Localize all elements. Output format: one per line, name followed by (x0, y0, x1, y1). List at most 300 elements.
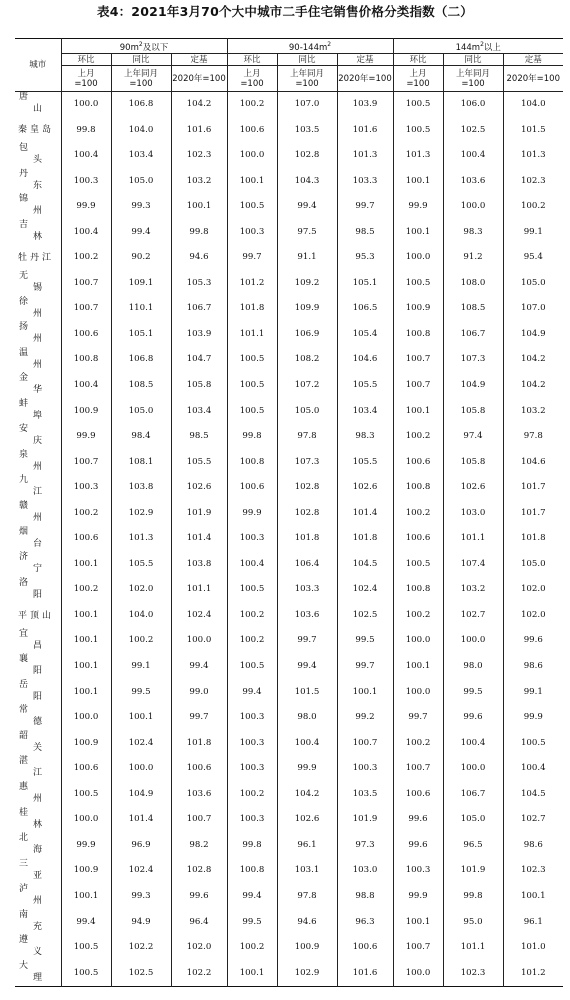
index-value: 99.9 (393, 194, 443, 220)
index-value: 99.8 (227, 424, 277, 450)
index-value: 95.4 (503, 245, 563, 271)
index-value: 100.5 (227, 654, 277, 680)
index-value: 100.1 (393, 169, 443, 195)
index-value: 105.0 (503, 271, 563, 297)
index-value: 100.5 (227, 373, 277, 399)
index-value: 98.2 (171, 833, 227, 859)
sub-header-base: 2020年=100 (337, 66, 393, 92)
index-value: 100.7 (393, 373, 443, 399)
index-value: 99.7 (171, 705, 227, 731)
index-value: 106.4 (277, 552, 337, 578)
index-value: 99.6 (443, 705, 503, 731)
index-value: 103.4 (171, 399, 227, 425)
index-value: 100.8 (227, 858, 277, 884)
table-row (15, 322, 563, 348)
index-value: 100.6 (393, 450, 443, 476)
index-value: 101.1 (227, 322, 277, 348)
index-value: 100.0 (393, 680, 443, 706)
city-name: 湛 江 (15, 756, 61, 782)
city-column-header: 城市 (15, 39, 61, 92)
index-value: 100.3 (227, 220, 277, 246)
index-value: 101.3 (111, 526, 171, 552)
index-value: 100.1 (393, 910, 443, 936)
index-value: 102.4 (337, 577, 393, 603)
city-name: 襄 阳 (15, 654, 61, 680)
index-value: 100.9 (277, 935, 337, 961)
index-value: 100.2 (393, 424, 443, 450)
index-value: 100.0 (443, 194, 503, 220)
index-value: 100.1 (111, 705, 171, 731)
index-value: 102.6 (337, 475, 393, 501)
index-value: 104.9 (443, 373, 503, 399)
index-value: 104.2 (171, 92, 227, 118)
group-header (61, 39, 227, 54)
index-value: 106.8 (111, 92, 171, 118)
city-name: 吉 林 (15, 220, 61, 246)
index-value: 99.6 (393, 807, 443, 833)
index-value: 102.3 (171, 143, 227, 169)
index-value: 99.1 (503, 220, 563, 246)
city-name: 安 庆 (15, 424, 61, 450)
index-value: 101.2 (503, 961, 563, 987)
city-name: 常 德 (15, 705, 61, 731)
index-value: 101.9 (443, 858, 503, 884)
index-value: 100.2 (61, 501, 111, 527)
index-value: 91.1 (277, 245, 337, 271)
index-value: 104.6 (337, 347, 393, 373)
table-row (15, 450, 563, 476)
index-value: 100.6 (61, 526, 111, 552)
index-value: 103.3 (277, 577, 337, 603)
index-value: 100.2 (393, 603, 443, 629)
index-value: 100.1 (61, 884, 111, 910)
index-value: 100.3 (227, 526, 277, 552)
index-value: 100.7 (393, 935, 443, 961)
index-value: 103.9 (171, 322, 227, 348)
index-value: 101.8 (171, 731, 227, 757)
city-name: 九 江 (15, 475, 61, 501)
index-value: 100.7 (61, 271, 111, 297)
index-value: 103.5 (337, 782, 393, 808)
index-value: 107.2 (277, 373, 337, 399)
sub-header-base: 上年同月 =100 (277, 66, 337, 92)
sub-header-base: 上年同月 =100 (443, 66, 503, 92)
index-value: 100.5 (393, 552, 443, 578)
index-value: 100.6 (61, 322, 111, 348)
index-value: 98.5 (171, 424, 227, 450)
table-row (15, 526, 563, 552)
index-value: 97.5 (277, 220, 337, 246)
index-value: 102.0 (503, 603, 563, 629)
table-row (15, 833, 563, 859)
index-value: 103.6 (277, 603, 337, 629)
index-value: 100.0 (393, 961, 443, 987)
index-value: 100.2 (393, 501, 443, 527)
index-value: 100.4 (443, 731, 503, 757)
index-value: 100.6 (393, 526, 443, 552)
index-value: 99.5 (227, 910, 277, 936)
city-name: 宜 昌 (15, 628, 61, 654)
index-value: 106.9 (277, 322, 337, 348)
index-value: 100.8 (393, 322, 443, 348)
index-value: 105.5 (171, 450, 227, 476)
index-value: 108.2 (277, 347, 337, 373)
index-value: 104.3 (277, 169, 337, 195)
table-row (15, 475, 563, 501)
index-value: 104.9 (111, 782, 171, 808)
index-value: 99.4 (171, 654, 227, 680)
index-value: 100.0 (393, 245, 443, 271)
index-value: 104.5 (503, 782, 563, 808)
table-row (15, 961, 563, 987)
index-value: 100.3 (61, 169, 111, 195)
index-value: 94.6 (171, 245, 227, 271)
index-value: 100.6 (61, 756, 111, 782)
index-value: 100.5 (227, 577, 277, 603)
index-value: 101.1 (443, 935, 503, 961)
index-value: 100.6 (227, 118, 277, 144)
index-value: 105.0 (111, 169, 171, 195)
index-value: 95.0 (443, 910, 503, 936)
index-value: 100.5 (61, 935, 111, 961)
index-value: 101.8 (227, 296, 277, 322)
index-value: 105.5 (337, 450, 393, 476)
index-value: 103.3 (337, 169, 393, 195)
city-name: 泸 州 (15, 884, 61, 910)
index-value: 100.0 (393, 628, 443, 654)
index-value: 99.4 (277, 194, 337, 220)
index-value: 102.8 (277, 143, 337, 169)
index-value: 106.8 (111, 347, 171, 373)
table-title: 表4：2021年3月70个大中城市二手住宅销售价格分类指数（二） (97, 4, 473, 19)
index-value: 100.2 (111, 628, 171, 654)
sub-header-label: 同比 (277, 54, 337, 66)
index-value: 100.1 (337, 680, 393, 706)
index-value: 104.0 (111, 603, 171, 629)
table-row (15, 782, 563, 808)
index-value: 101.3 (393, 143, 443, 169)
index-value: 102.7 (443, 603, 503, 629)
price-index-table (15, 38, 563, 987)
index-value: 101.6 (337, 961, 393, 987)
index-value: 108.0 (443, 271, 503, 297)
index-value: 100.0 (171, 628, 227, 654)
index-value: 98.5 (337, 220, 393, 246)
index-value: 100.8 (393, 475, 443, 501)
table-row (15, 910, 563, 936)
index-value: 100.3 (337, 756, 393, 782)
index-value: 97.8 (277, 884, 337, 910)
index-value: 99.7 (277, 628, 337, 654)
group-header-sup: 2 (138, 40, 143, 48)
index-value: 100.1 (227, 169, 277, 195)
index-value: 99.4 (61, 910, 111, 936)
index-value: 100.0 (443, 756, 503, 782)
index-value: 99.4 (227, 680, 277, 706)
index-value: 105.5 (111, 552, 171, 578)
index-value: 102.8 (277, 501, 337, 527)
index-value: 102.6 (171, 475, 227, 501)
sub-header-base: 上月 =100 (61, 66, 111, 92)
index-value: 104.9 (503, 322, 563, 348)
index-value: 96.9 (111, 833, 171, 859)
table-row (15, 603, 563, 629)
index-value: 101.6 (171, 118, 227, 144)
index-value: 99.9 (393, 884, 443, 910)
index-value: 102.4 (171, 603, 227, 629)
index-value: 99.8 (227, 833, 277, 859)
index-value: 99.4 (227, 884, 277, 910)
city-name: 泉 州 (15, 450, 61, 476)
city-name: 徐 州 (15, 296, 61, 322)
index-value: 101.1 (443, 526, 503, 552)
index-value: 94.6 (277, 910, 337, 936)
city-name: 平顶山 (15, 603, 61, 629)
index-value: 98.0 (443, 654, 503, 680)
table-row (15, 731, 563, 757)
index-value: 100.0 (443, 628, 503, 654)
index-value: 102.0 (111, 577, 171, 603)
index-value: 102.4 (111, 858, 171, 884)
index-value: 101.9 (171, 501, 227, 527)
index-value: 97.4 (443, 424, 503, 450)
index-value: 99.6 (503, 628, 563, 654)
index-value: 96.4 (171, 910, 227, 936)
index-value: 99.9 (227, 501, 277, 527)
index-value: 100.3 (227, 807, 277, 833)
index-value: 103.0 (443, 501, 503, 527)
index-value: 94.9 (111, 910, 171, 936)
index-value: 104.7 (171, 347, 227, 373)
index-value: 99.7 (227, 245, 277, 271)
index-value: 103.8 (111, 475, 171, 501)
index-value: 101.8 (503, 526, 563, 552)
table-row (15, 92, 563, 118)
index-value: 99.8 (61, 118, 111, 144)
city-name: 韶 关 (15, 731, 61, 757)
table-row (15, 220, 563, 246)
index-value: 99.5 (337, 628, 393, 654)
index-value: 103.9 (337, 92, 393, 118)
table-row (15, 756, 563, 782)
index-value: 107.4 (443, 552, 503, 578)
table-row (15, 296, 563, 322)
index-value: 106.7 (443, 782, 503, 808)
index-value: 106.7 (171, 296, 227, 322)
index-value: 105.8 (171, 373, 227, 399)
index-value: 98.8 (337, 884, 393, 910)
index-value: 99.7 (337, 654, 393, 680)
index-value: 103.2 (443, 577, 503, 603)
index-value: 100.1 (171, 194, 227, 220)
index-value: 100.8 (227, 450, 277, 476)
index-value: 103.8 (171, 552, 227, 578)
index-value: 100.8 (61, 347, 111, 373)
index-value: 99.2 (337, 705, 393, 731)
index-value: 100.9 (61, 731, 111, 757)
index-value: 98.3 (443, 220, 503, 246)
group-header-base: 144m (455, 42, 481, 53)
index-value: 97.3 (337, 833, 393, 859)
index-value: 100.7 (61, 450, 111, 476)
index-value: 103.5 (277, 118, 337, 144)
index-value: 101.8 (277, 526, 337, 552)
index-value: 106.5 (337, 296, 393, 322)
group-header (393, 39, 563, 54)
index-value: 100.1 (61, 603, 111, 629)
index-value: 100.5 (393, 271, 443, 297)
index-value: 98.3 (337, 424, 393, 450)
group-header-rest: 及以下 (142, 42, 169, 53)
sub-header-label: 环比 (61, 54, 111, 66)
city-name: 唐 山 (15, 92, 61, 118)
index-value: 100.4 (227, 552, 277, 578)
table-row (15, 169, 563, 195)
index-value: 98.4 (111, 424, 171, 450)
table-row (15, 884, 563, 910)
index-value: 99.5 (443, 680, 503, 706)
city-name: 洛 阳 (15, 577, 61, 603)
index-value: 102.9 (277, 961, 337, 987)
index-value: 99.4 (111, 220, 171, 246)
index-value: 99.6 (171, 884, 227, 910)
index-value: 100.4 (61, 143, 111, 169)
index-value: 101.4 (337, 501, 393, 527)
index-value: 99.1 (111, 654, 171, 680)
city-name: 三 亚 (15, 858, 61, 884)
index-value: 96.3 (337, 910, 393, 936)
city-name: 南 充 (15, 910, 61, 936)
index-value: 101.2 (227, 271, 277, 297)
index-value: 100.0 (227, 143, 277, 169)
index-value: 100.0 (111, 756, 171, 782)
index-value: 110.1 (111, 296, 171, 322)
index-value: 100.7 (61, 296, 111, 322)
city-name: 惠 州 (15, 782, 61, 808)
table-row (15, 245, 563, 271)
index-value: 102.0 (171, 935, 227, 961)
index-value: 96.5 (443, 833, 503, 859)
index-value: 100.2 (61, 245, 111, 271)
index-value: 100.9 (61, 399, 111, 425)
index-value: 102.8 (171, 858, 227, 884)
index-value: 97.8 (277, 424, 337, 450)
index-value: 109.2 (277, 271, 337, 297)
table-row (15, 552, 563, 578)
index-value: 100.4 (61, 373, 111, 399)
index-value: 100.3 (227, 731, 277, 757)
index-value: 105.0 (443, 807, 503, 833)
index-value: 100.3 (61, 475, 111, 501)
index-value: 109.1 (111, 271, 171, 297)
index-value: 100.5 (393, 118, 443, 144)
table-row (15, 654, 563, 680)
index-value: 99.5 (111, 680, 171, 706)
index-value: 101.4 (171, 526, 227, 552)
index-value: 101.3 (503, 143, 563, 169)
index-value: 100.2 (61, 577, 111, 603)
index-value: 103.4 (111, 143, 171, 169)
index-value: 100.5 (393, 92, 443, 118)
index-value: 103.0 (337, 858, 393, 884)
index-value: 100.8 (393, 577, 443, 603)
index-value: 105.4 (337, 322, 393, 348)
city-name: 遵 义 (15, 935, 61, 961)
index-value: 106.7 (443, 322, 503, 348)
index-value: 102.4 (111, 731, 171, 757)
index-value: 100.2 (227, 92, 277, 118)
index-value: 100.6 (227, 475, 277, 501)
index-value: 100.2 (393, 731, 443, 757)
index-value: 101.0 (503, 935, 563, 961)
table-row (15, 143, 563, 169)
index-value: 98.6 (503, 654, 563, 680)
index-value: 101.8 (337, 526, 393, 552)
index-value: 100.1 (227, 961, 277, 987)
city-name: 赣 州 (15, 501, 61, 527)
city-name: 烟 台 (15, 526, 61, 552)
index-value: 99.0 (171, 680, 227, 706)
sub-header-base: 上年同月 =100 (111, 66, 171, 92)
index-value: 100.1 (503, 884, 563, 910)
index-value: 108.5 (111, 373, 171, 399)
city-name: 秦皇岛 (15, 118, 61, 144)
index-value: 100.4 (277, 731, 337, 757)
index-value: 100.1 (393, 654, 443, 680)
table-row (15, 194, 563, 220)
city-name: 金 华 (15, 373, 61, 399)
index-value: 100.5 (227, 399, 277, 425)
index-value: 99.9 (503, 705, 563, 731)
index-value: 100.0 (61, 705, 111, 731)
index-value: 104.2 (277, 782, 337, 808)
table-row (15, 858, 563, 884)
sub-header-base: 2020年=100 (503, 66, 563, 92)
index-value: 107.0 (277, 92, 337, 118)
index-value: 104.6 (503, 450, 563, 476)
index-value: 102.3 (503, 858, 563, 884)
table-row (15, 935, 563, 961)
index-value: 102.6 (443, 475, 503, 501)
index-value: 103.2 (171, 169, 227, 195)
index-value: 107.3 (443, 347, 503, 373)
index-value: 99.1 (503, 680, 563, 706)
index-value: 104.5 (337, 552, 393, 578)
index-value: 104.0 (111, 118, 171, 144)
index-value: 101.9 (337, 807, 393, 833)
index-value: 108.5 (443, 296, 503, 322)
index-value: 99.9 (61, 833, 111, 859)
index-value: 100.2 (227, 603, 277, 629)
index-value: 101.4 (111, 807, 171, 833)
index-value: 102.3 (443, 961, 503, 987)
index-value: 100.3 (393, 858, 443, 884)
index-value: 100.6 (393, 782, 443, 808)
index-value: 99.8 (171, 220, 227, 246)
index-value: 100.3 (227, 705, 277, 731)
index-value: 97.8 (503, 424, 563, 450)
index-value: 100.0 (61, 807, 111, 833)
group-header (227, 39, 393, 54)
table-row (15, 118, 563, 144)
index-value: 109.9 (277, 296, 337, 322)
index-value: 100.2 (227, 935, 277, 961)
index-value: 105.0 (503, 552, 563, 578)
index-value: 104.2 (503, 373, 563, 399)
city-name: 丹 东 (15, 169, 61, 195)
city-name: 无 锡 (15, 271, 61, 297)
index-value: 106.0 (443, 92, 503, 118)
